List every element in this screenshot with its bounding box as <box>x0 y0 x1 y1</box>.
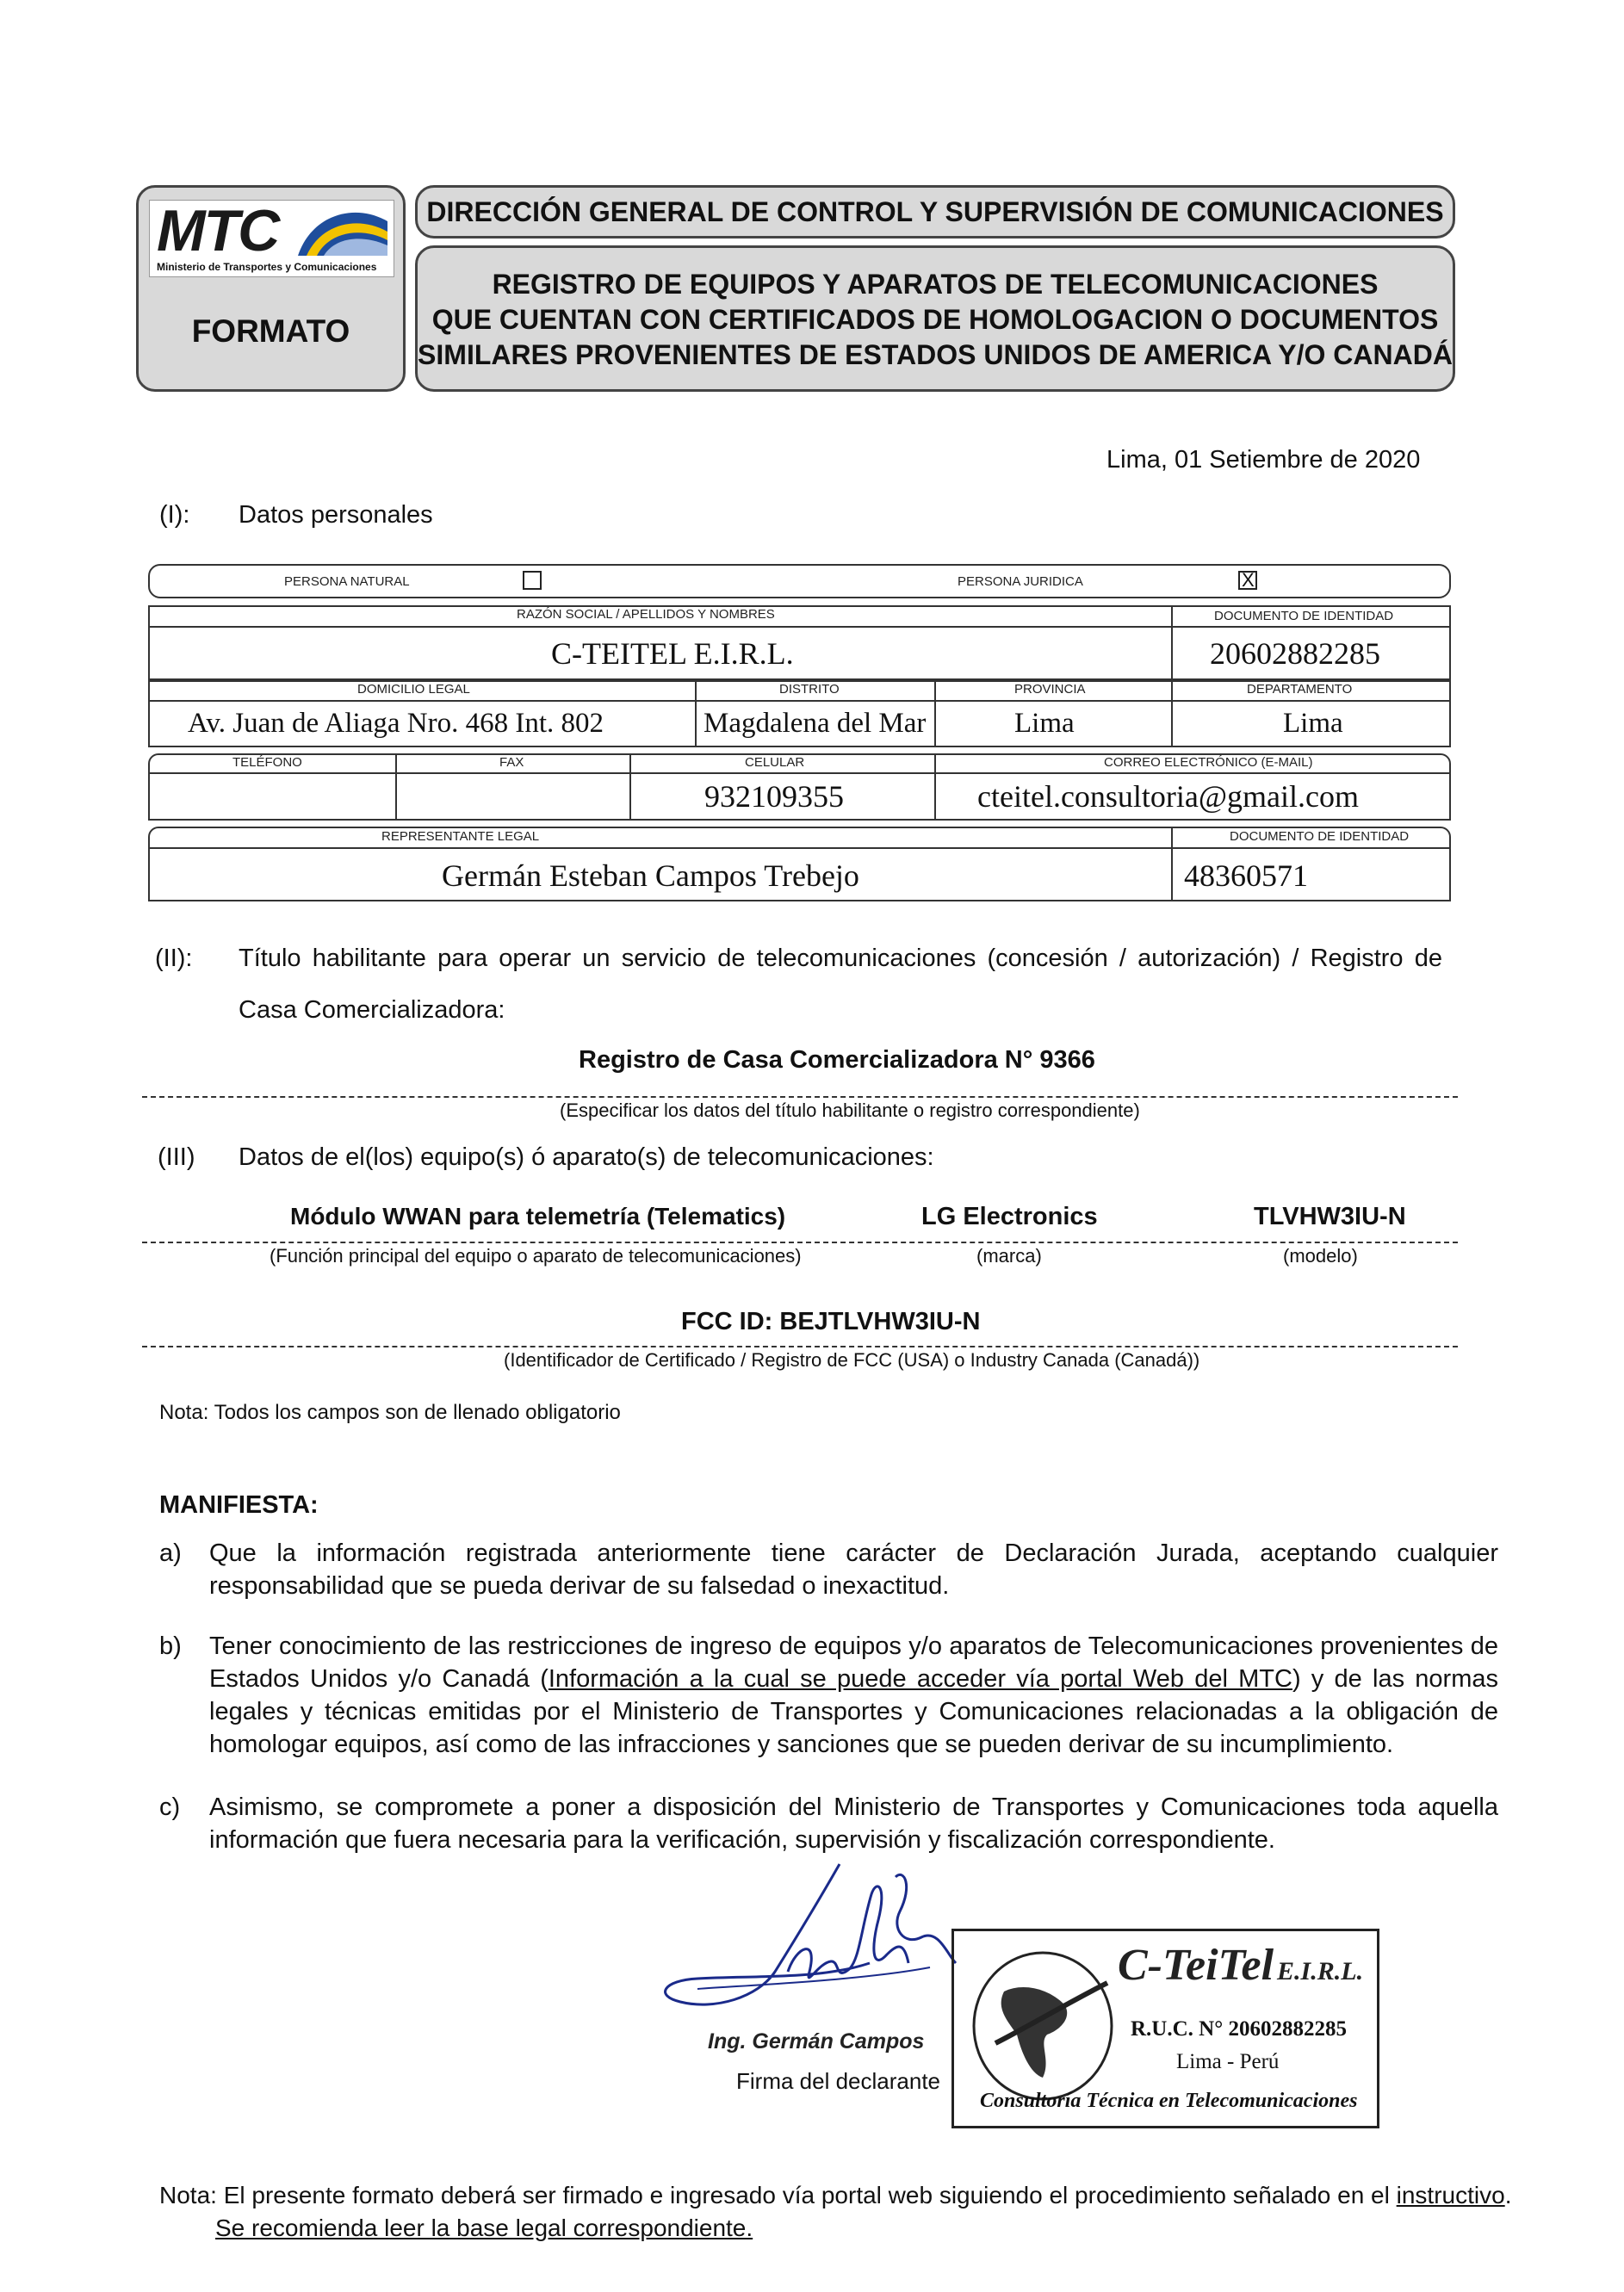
signature-name: Ing. Germán Campos <box>708 2029 925 2054</box>
item-b-text-post: ) y de las normas legales y técnicas emitidas por el Ministerio de Transportes y Comunicaciones relacionadas a la obligación de homologar equipos, así como de las infracciones y sanciones que se pueden derivar de su incumplimiento. <box>209 1665 1498 1758</box>
section2-value: Registro de Casa Comercializadora N° 9366 <box>579 1046 1095 1074</box>
manifiesta-item-a: Que la información registrada anteriormente tiene carácter de Declaración Jurada, aceptando cualquier responsabilidad que se pueda derivar de su falsedad o inexactitud. <box>209 1539 1498 1600</box>
divider <box>148 700 1451 702</box>
section2-hint: (Especificar los datos del título habilitante o registro correspondiente) <box>560 1100 1140 1121</box>
departamento-value: Lima <box>1283 708 1343 739</box>
stamp-company <box>1118 1940 1363 1991</box>
registry-title <box>418 267 1453 373</box>
stamp-company-suffix: E.I.R.L. <box>1277 1957 1364 1985</box>
title-line: REGISTRO DE EQUIPOS Y APARATOS DE TELECOMUNICACIONES <box>492 269 1379 300</box>
footer-note <box>159 2182 1511 2209</box>
persona-juridica-checkbox[interactable] <box>1238 571 1257 590</box>
divider <box>629 753 631 821</box>
title-line: SIMILARES PROVENIENTES DE ESTADOS UNIDOS DE AMERICA Y/O CANADÁ <box>418 339 1453 370</box>
stamp-ruc: R.U.C. N° 20602882285 <box>1131 2017 1347 2041</box>
provincia-label: PROVINCIA <box>1014 682 1086 697</box>
divider <box>1171 605 1173 680</box>
departamento-label: DEPARTAMENTO <box>1247 682 1353 697</box>
footer-note-text: Nota: El presente formato deberá ser firmado e ingresado vía portal web siguiendo el procedimiento señalado en el <box>159 2182 1397 2208</box>
divider <box>395 753 397 821</box>
stamp-city: Lima - Perú <box>1176 2050 1280 2073</box>
section3-dash-line <box>142 1242 1458 1243</box>
section1-title: Datos personales <box>239 501 433 529</box>
section3-title: Datos de el(los) equipo(s) ó aparato(s) de telecomunicaciones: <box>239 1143 934 1171</box>
razon-social-value: C-TEITEL E.I.R.L. <box>551 636 794 671</box>
razon-social-label: RAZÓN SOCIAL / APELLIDOS Y NOMBRES <box>517 607 775 622</box>
globe-stamp-icon <box>970 1948 1116 2103</box>
logo-ministry: Ministerio de Transportes y Comunicaciones <box>157 261 377 273</box>
instructivo-link[interactable]: instructivo <box>1396 2182 1505 2208</box>
celular-label: CELULAR <box>745 755 805 770</box>
celular-value: 932109355 <box>704 779 844 814</box>
function-hint: (Función principal del equipo o aparato de telecomunicaciones) <box>270 1245 802 1267</box>
fcc-dash-line <box>142 1346 1458 1347</box>
divider <box>934 753 936 821</box>
persona-natural-checkbox[interactable] <box>523 571 542 590</box>
date-line: Lima, 01 Setiembre de 2020 <box>1106 446 1421 474</box>
fcc-value: FCC ID: BEJTLVHW3IU-N <box>681 1308 981 1335</box>
provincia-value: Lima <box>1014 708 1075 739</box>
section1-number: (I): <box>159 501 190 529</box>
persona-natural-label: PERSONA NATURAL <box>284 574 410 589</box>
mtc-portal-link[interactable]: Información a la cual se puede acceder vía portal Web del MTC <box>548 1665 1292 1693</box>
divider <box>148 626 1451 628</box>
stamp-company-name: C-TeiTel <box>1118 1941 1274 1990</box>
title-line: QUE CUENTAN CON CERTIFICADOS DE HOMOLOGACION O DOCUMENTOS <box>431 304 1439 335</box>
section2-dash-line <box>142 1096 1458 1098</box>
brand-value: LG Electronics <box>921 1203 1098 1230</box>
legal-basis-link[interactable]: Se recomienda leer la base legal correspondiente. <box>215 2215 753 2241</box>
item-letter: b) <box>159 1632 182 1660</box>
logo-swoosh-icon <box>294 206 391 259</box>
direction-box <box>415 185 1455 238</box>
section2-number: (II): <box>155 945 193 972</box>
section3-number: (III) <box>158 1143 195 1171</box>
fcc-hint: (Identificador de Certificado / Registro de FCC (USA) o Industry Canada (Canadá)) <box>504 1349 1200 1371</box>
item-letter: c) <box>159 1793 181 1821</box>
domicilio-label: DOMICILIO LEGAL <box>357 682 470 697</box>
manifiesta-item-c: Asimismo, se compromete a poner a disposición del Ministerio de Transportes y Comunicaciones toda aquella información que fuera necesaria para la verificación, supervisión y fiscalización correspondiente. <box>209 1793 1498 1854</box>
documento2-value: 48360571 <box>1184 858 1308 893</box>
item-b-text-pre: Tener conocimiento de las restricciones de ingreso de equipos y/o aparatos de Telecomunicaciones provenientes de Estados Unidos y/o Canadá ( <box>209 1632 1498 1693</box>
divider <box>1171 680 1173 747</box>
representante-value: Germán Esteban Campos Trebejo <box>442 858 859 893</box>
section2-title-line2: Casa Comercializadora: <box>239 996 505 1024</box>
title-box <box>415 245 1455 392</box>
company-stamp <box>951 1929 1379 2128</box>
divider <box>148 847 1451 849</box>
telefono-label: TELÉFONO <box>232 755 302 770</box>
email-label: CORREO ELECTRÓNICO (E-MAIL) <box>1104 755 1313 770</box>
model-value: TLVHW3IU-N <box>1254 1203 1406 1230</box>
documento2-label: DOCUMENTO DE IDENTIDAD <box>1230 829 1410 844</box>
divider <box>148 772 1451 774</box>
form-label: FORMATO <box>191 313 350 349</box>
function-value: Módulo WWAN para telemetría (Telematics) <box>290 1203 786 1230</box>
documento-value: 20602882285 <box>1210 636 1380 671</box>
manifiesta-item-b <box>209 1630 1498 1761</box>
logo-box <box>136 185 406 392</box>
domicilio-value: Av. Juan de Aliaga Nro. 468 Int. 802 <box>188 708 604 739</box>
persona-juridica-mark: X <box>1242 569 1255 591</box>
representante-label: REPRESENTANTE LEGAL <box>381 829 540 844</box>
direction-title: DIRECCIÓN GENERAL DE CONTROL Y SUPERVISIÓN DE COMUNICACIONES <box>426 196 1444 227</box>
divider <box>1171 827 1173 901</box>
email-value: cteitel.consultoria@gmail.com <box>977 779 1360 814</box>
section2-title-line1: Título habilitante para operar un servicio de telecomunicaciones (concesión / autorización) / Registro de <box>239 945 1442 972</box>
manifiesta-title: MANIFIESTA: <box>159 1491 319 1519</box>
logo-brand: MTC <box>157 198 279 263</box>
fax-label: FAX <box>499 755 524 770</box>
stamp-tagline: Consultoría Técnica en Telecomunicaciones <box>980 2090 1358 2112</box>
item-letter: a) <box>159 1539 182 1567</box>
logo <box>149 200 394 277</box>
footer-note-end: . <box>1504 2182 1512 2208</box>
persona-juridica-label: PERSONA JURIDICA <box>958 574 1083 589</box>
note-required: Nota: Todos los campos son de llenado obligatorio <box>159 1401 621 1424</box>
distrito-value: Magdalena del Mar <box>704 708 927 739</box>
model-hint: (modelo) <box>1283 1245 1358 1267</box>
divider <box>934 680 936 747</box>
signature-caption: Firma del declarante <box>736 2068 940 2094</box>
divider <box>695 680 697 747</box>
distrito-label: DISTRITO <box>779 682 840 697</box>
brand-hint: (marca) <box>976 1245 1042 1267</box>
documento-label: DOCUMENTO DE IDENTIDAD <box>1214 609 1394 623</box>
